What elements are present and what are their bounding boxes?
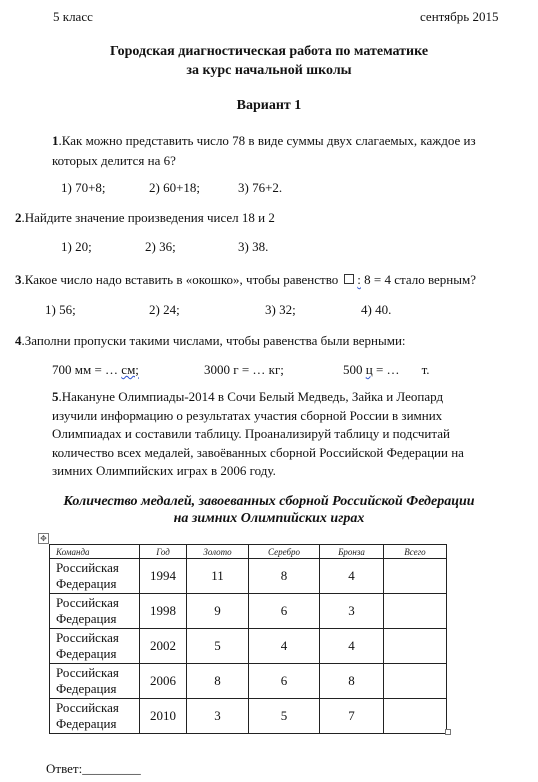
q2-option-2: 2) 36;: [145, 239, 176, 254]
question-number: 3: [15, 272, 22, 287]
question-text-line2: изучили информацию о результатах участия сборной России в зимних: [52, 407, 443, 423]
question-5: [52, 388, 512, 481]
blank-box-icon: [344, 274, 354, 284]
silver-cell: 5: [249, 699, 320, 734]
total-cell[interactable]: [384, 629, 447, 664]
silver-cell: 6: [249, 664, 320, 699]
date-label: сентябрь 2015: [420, 9, 499, 24]
answer-label: Ответ:: [46, 761, 83, 776]
table-row: [50, 559, 447, 594]
gold-cell: 8: [187, 664, 249, 699]
bronze-cell: 4: [320, 629, 384, 664]
question-text: .Заполни пропуски такими числами, чтобы равенства были верными:: [21, 333, 406, 348]
question-number: 5: [52, 389, 59, 404]
question-number: 2: [15, 210, 22, 225]
q3-option-4: 4) 40.: [361, 302, 392, 317]
column-header-bronze: Бронза: [320, 545, 384, 559]
table-row: [50, 629, 447, 664]
question-text-cont: которых делится на 6?: [52, 152, 176, 168]
team-cell: Российская Федерация: [50, 559, 140, 594]
column-header-gold: Золото: [187, 545, 249, 559]
table-title-line2: на зимних Олимпийских играх: [173, 511, 365, 526]
bronze-cell: 7: [320, 699, 384, 734]
column-header-team: Команда: [50, 545, 140, 559]
gold-cell: 11: [187, 559, 249, 594]
answer-blank[interactable]: _________: [82, 761, 141, 776]
column-header-total: Всего: [384, 545, 447, 559]
year-cell: 2002: [140, 629, 187, 664]
q4-item-1: [52, 362, 139, 378]
question-1: [52, 131, 512, 170]
silver-cell: 6: [249, 594, 320, 629]
q3-option-1: 1) 56;: [45, 302, 76, 317]
table-row: [50, 699, 447, 734]
question-4: [15, 333, 406, 349]
team-cell: Российская Федерация: [50, 699, 140, 734]
variant-title: Вариант 1: [236, 98, 302, 113]
table-resize-handle[interactable]: [445, 729, 451, 735]
answer-line: [46, 761, 141, 777]
bronze-cell: 8: [320, 664, 384, 699]
question-text: .Какое число надо вставить в «окошко», чтобы равенство: [21, 272, 339, 287]
grade-label: 5 класс: [53, 9, 93, 24]
year-cell: 2006: [140, 664, 187, 699]
bronze-cell: 3: [320, 594, 384, 629]
q4-item-3-num: 500: [343, 362, 366, 377]
q1-option-3: 3) 76+2.: [238, 180, 283, 195]
total-cell[interactable]: [384, 664, 447, 699]
total-cell[interactable]: [384, 559, 447, 594]
q4-item-1-unit: см;: [121, 362, 139, 377]
team-cell: Российская Федерация: [50, 629, 140, 664]
q1-option-2: 2) 60+18;: [149, 180, 201, 195]
medal-table: [49, 544, 447, 734]
q2-option-3: 3) 38.: [238, 239, 269, 254]
bronze-cell: 4: [320, 559, 384, 594]
question-text-line5: зимних Олимпийских играх в 2006 году.: [52, 463, 276, 478]
page-title-line1: Городская диагностическая работа по математике: [109, 44, 429, 59]
gold-cell: 5: [187, 629, 249, 664]
q1-option-1: 1) 70+8;: [61, 180, 106, 195]
silver-cell: 8: [249, 559, 320, 594]
team-cell: Российская Федерация: [50, 664, 140, 699]
question-number: 1: [52, 133, 59, 148]
table-row: [50, 594, 447, 629]
question-text: .Как можно представить число 78 в виде суммы двух слагаемых, каждое из: [58, 133, 476, 148]
q4-item-1-text: 700 мм = …: [52, 362, 122, 377]
q4-item-3-eq: = …: [372, 362, 400, 377]
question-text-line1: .Накануне Олимпиады-2014 в Сочи Белый Медведь, Зайка и Леопард: [58, 389, 444, 404]
table-row: [50, 664, 447, 699]
q3-option-3: 3) 32;: [265, 302, 296, 317]
column-header-silver: Серебро: [249, 545, 320, 559]
year-cell: 1994: [140, 559, 187, 594]
q2-option-1: 1) 20;: [61, 239, 92, 254]
year-cell: 2010: [140, 699, 187, 734]
table-move-handle-icon[interactable]: ✥: [38, 533, 49, 544]
total-cell[interactable]: [384, 594, 447, 629]
question-text-end: 8 = 4 стало верным?: [364, 272, 476, 287]
question-2: [15, 210, 275, 226]
column-header-year: Год: [140, 545, 187, 559]
q3-option-2: 2) 24;: [149, 302, 180, 317]
division-sign: :: [357, 272, 361, 287]
question-number: 4: [15, 333, 22, 348]
q4-item-3-unit: ц: [365, 362, 373, 377]
gold-cell: 3: [187, 699, 249, 734]
question-3: [15, 272, 476, 288]
table-header-row: [50, 545, 447, 559]
page-title-line2: за курс начальной школы: [186, 63, 352, 78]
table-title-line1: Количество медалей, завоеванных сборной Российской Федерации: [63, 494, 475, 509]
gold-cell: 9: [187, 594, 249, 629]
q4-item-2: 3000 г = … кг;: [204, 362, 284, 377]
year-cell: 1998: [140, 594, 187, 629]
team-cell: Российская Федерация: [50, 594, 140, 629]
question-text-line3: Олимпиадах и составили таблицу. Проанализируй таблицу и подсчитай: [52, 426, 450, 441]
silver-cell: 4: [249, 629, 320, 664]
question-text: .Найдите значение произведения чисел 18 и 2: [21, 210, 275, 225]
q4-item-3-tail: т.: [421, 362, 430, 377]
total-cell[interactable]: [384, 699, 447, 734]
q4-item-3: [343, 362, 430, 378]
question-text-line4: количество всех медалей, завоёванных сборной Российской Федерации на: [52, 444, 464, 460]
